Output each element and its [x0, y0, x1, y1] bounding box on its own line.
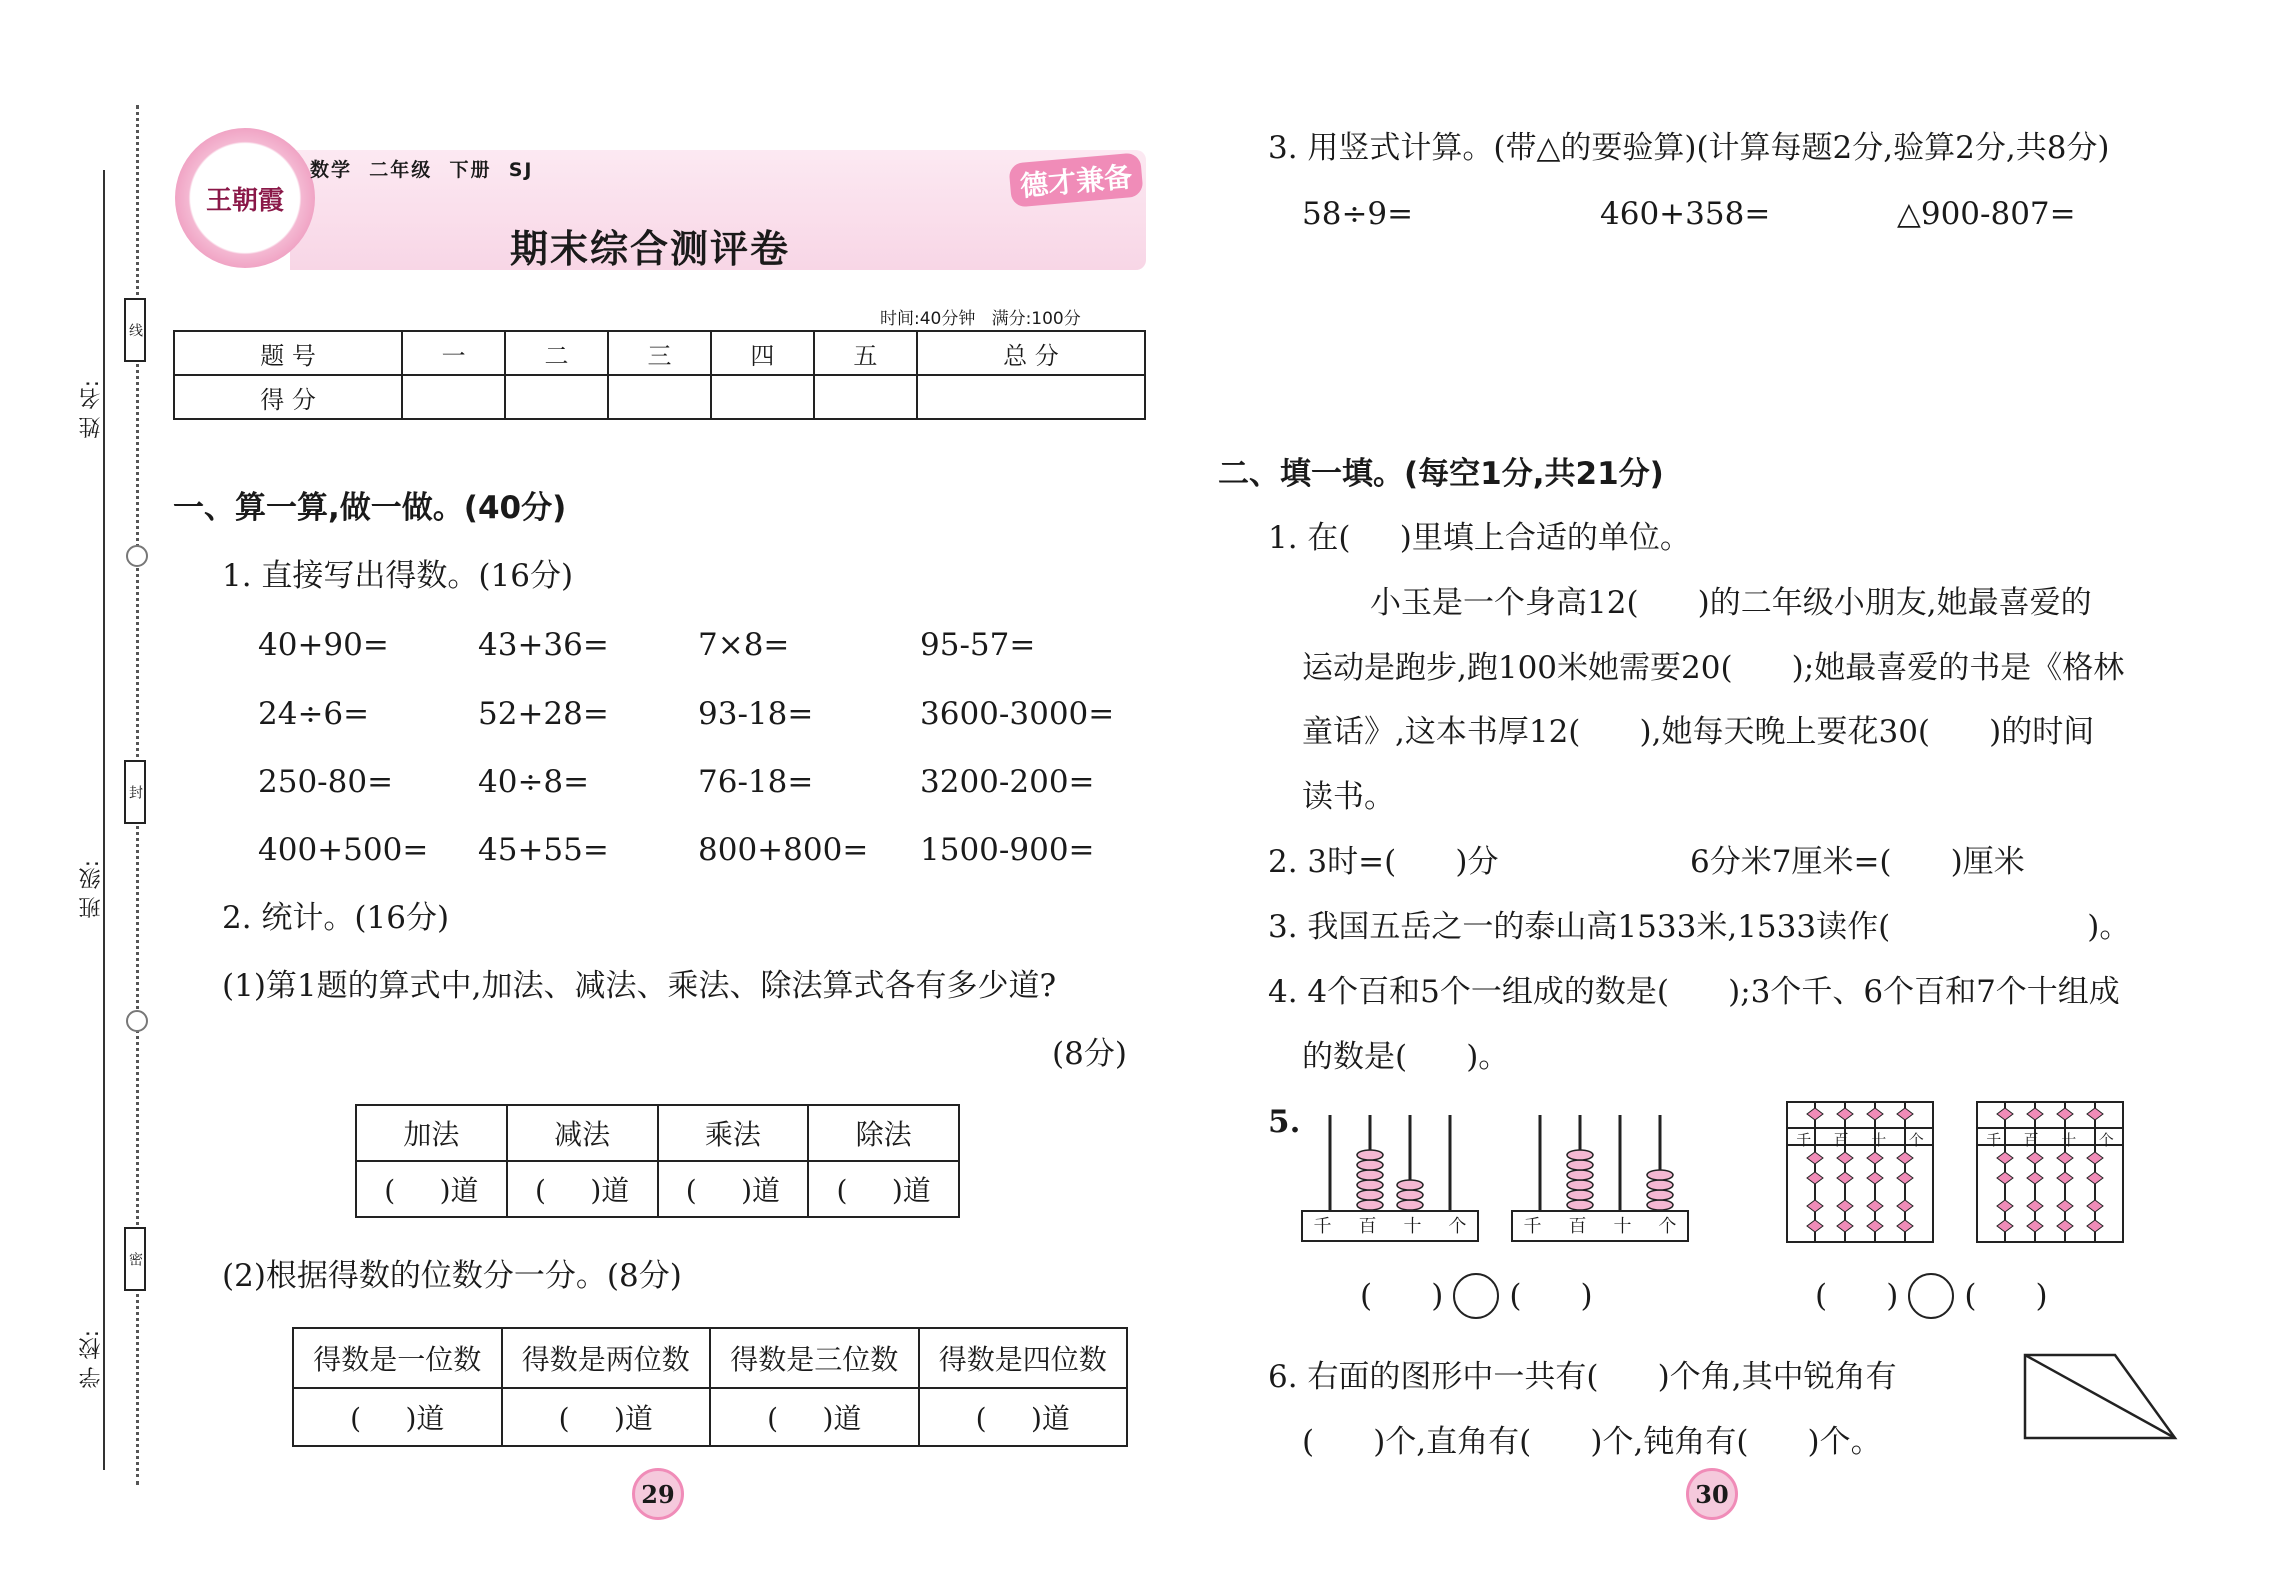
name-label: 姓 名:: [79, 380, 104, 439]
s2-q3: 3. 我国五岳之一的泰山高1533米,1533读作( )。: [1268, 909, 2131, 945]
name-field[interactable]: [100, 170, 108, 370]
time-score: 时间:40分钟 满分:100分: [880, 309, 1081, 329]
compare-blank[interactable]: ( ): [1360, 1278, 1444, 1314]
label-thousands: 千: [1796, 1131, 1812, 1149]
brand-name: 王朝霞: [205, 185, 284, 216]
s2-q1-line-2: 运动是跑步,跑100米她需要20( );她最喜爱的书是《格林: [1302, 650, 2125, 686]
q2-part1-score: (8分): [1052, 1036, 1127, 1072]
q3-item-1: 58÷9=: [1302, 196, 1414, 232]
s2-q5-label: 5.: [1268, 1104, 1301, 1140]
op-count-blank[interactable]: ( )道: [808, 1161, 959, 1217]
arith-2-2: 76-18=: [698, 764, 814, 800]
op-count-blank[interactable]: ( )道: [507, 1161, 658, 1217]
digit-head-3: 得数是三位数: [710, 1328, 919, 1388]
cut-line-label-3: 密: [124, 1227, 146, 1291]
label-thousands: 千: [1986, 1131, 2002, 1149]
digit-head-2: 得数是两位数: [502, 1328, 711, 1388]
arith-3-1: 45+55=: [478, 832, 609, 868]
header-badge: 德才兼备: [1008, 152, 1143, 207]
class-label: 班 级:: [79, 860, 104, 919]
s2-q2-b: 6分米7厘米=( )厘米: [1690, 844, 2025, 880]
arith-1-0: 24÷6=: [258, 696, 370, 732]
op-count-table: [355, 1104, 960, 1218]
cut-line-label-1: 线: [124, 298, 146, 362]
arith-1-1: 52+28=: [478, 696, 609, 732]
arith-1-2: 93-18=: [698, 696, 814, 732]
digit-count-blank[interactable]: ( )道: [293, 1388, 502, 1446]
label-hundreds: 百: [1358, 1216, 1377, 1237]
label-tens: 十: [1403, 1216, 1422, 1237]
s2-q2-a: 2. 3时=( )分: [1268, 844, 1499, 880]
score-head-0: 题 号: [174, 331, 402, 375]
arith-0-0: 40+90=: [258, 627, 389, 663]
label-hundreds: 百: [1833, 1131, 1849, 1149]
arith-3-2: 800+800=: [698, 832, 869, 868]
digit-count-blank[interactable]: ( )道: [919, 1388, 1128, 1446]
compare-blank[interactable]: ( ): [1964, 1278, 2048, 1314]
arith-2-1: 40÷8=: [478, 764, 590, 800]
score-head-6: 总 分: [917, 331, 1145, 375]
op-head-sub: 减法: [507, 1105, 658, 1161]
s2-q1-line-1: 小玉是一个身高12( )的二年级小朋友,她最喜爱的: [1370, 585, 2092, 621]
abacus-1-place-labels: [1300, 1212, 1480, 1238]
cut-line-label-2: 封: [124, 760, 146, 824]
op-head-mul: 乘法: [658, 1105, 809, 1161]
abacus-3: [1785, 1100, 1935, 1245]
score-cell[interactable]: [402, 375, 505, 419]
header-meta: 数学 二年级 下册 SJ: [310, 159, 534, 181]
q3-title: 3. 用竖式计算。(带△的要验算)(计算每题2分,验算2分,共8分): [1268, 130, 2110, 166]
section2-heading: 二、填一填。(每空1分,共21分): [1218, 456, 1664, 492]
abacus-2-place-labels: [1510, 1212, 1690, 1238]
s2-q6-line-2: ( )个,直角有( )个,钝角有( )个。: [1302, 1424, 1882, 1460]
score-head-5: 五: [814, 331, 917, 375]
op-head-add: 加法: [356, 1105, 507, 1161]
arith-0-1: 43+36=: [478, 627, 609, 663]
page-number-left: 29: [632, 1468, 684, 1520]
label-tens: 十: [2061, 1131, 2077, 1149]
arith-2-3: 3200-200=: [920, 764, 1095, 800]
score-cell[interactable]: [608, 375, 711, 419]
compare-blank[interactable]: ( ): [1509, 1278, 1593, 1314]
arith-3-3: 1500-900=: [920, 832, 1095, 868]
score-row-label: 得 分: [174, 375, 402, 419]
arith-2-0: 250-80=: [258, 764, 394, 800]
s2-q1-line-4: 读书。: [1302, 779, 1395, 815]
s2-q6-line-1: 6. 右面的图形中一共有( )个角,其中锐角有: [1268, 1359, 1897, 1395]
digit-head-1: 得数是一位数: [293, 1328, 502, 1388]
digit-head-4: 得数是四位数: [919, 1328, 1128, 1388]
compare-row-1: [1360, 1273, 1593, 1319]
angle-figure: [2020, 1350, 2180, 1450]
section1-heading: 一、算一算,做一做。(40分): [173, 490, 567, 526]
score-head-2: 二: [505, 331, 608, 375]
s2-q1-line-3: 童话》,这本书厚12( ),她每天晚上要花30( )的时间: [1302, 714, 2095, 750]
label-tens: 十: [1613, 1216, 1632, 1237]
score-head-4: 四: [711, 331, 814, 375]
label-ones: 个: [2098, 1131, 2114, 1149]
arith-0-3: 95-57=: [920, 627, 1036, 663]
score-cell[interactable]: [711, 375, 814, 419]
label-ones: 个: [1908, 1131, 1924, 1149]
compare-row-2: [1815, 1273, 2048, 1319]
digit-count-blank[interactable]: ( )道: [710, 1388, 919, 1446]
q3-work-area[interactable]: [1268, 250, 2188, 440]
q3-item-3: △900-807=: [1897, 196, 2076, 232]
s2-q4-line-2: 的数是( )。: [1302, 1039, 1510, 1075]
score-head-1: 一: [402, 331, 505, 375]
abacus-3-place-labels: [1785, 1129, 1935, 1150]
op-count-blank[interactable]: ( )道: [356, 1161, 507, 1217]
arith-3-0: 400+500=: [258, 832, 429, 868]
op-count-blank[interactable]: ( )道: [658, 1161, 809, 1217]
label-hundreds: 百: [1568, 1216, 1587, 1237]
q3-item-2: 460+358=: [1600, 196, 1771, 232]
label-tens: 十: [1871, 1131, 1887, 1149]
abacus-4: [1975, 1100, 2125, 1245]
q2-part2: (2)根据得数的位数分一分。(8分): [222, 1258, 682, 1294]
page-title: 期末综合测评卷: [510, 227, 791, 271]
compare-blank[interactable]: ( ): [1815, 1278, 1899, 1314]
score-cell[interactable]: [917, 375, 1145, 419]
abacus-4-place-labels: [1975, 1129, 2125, 1150]
brand-logo: [175, 128, 315, 268]
school-label: 学 校:: [79, 1330, 104, 1389]
label-hundreds: 百: [2023, 1131, 2039, 1149]
label-thousands: 千: [1313, 1216, 1332, 1237]
q2-part1: (1)第1题的算式中,加法、减法、乘法、除法算式各有多少道?: [222, 968, 1057, 1004]
digit-count-blank[interactable]: ( )道: [502, 1388, 711, 1446]
q2-title: 2. 统计。(16分): [222, 900, 450, 936]
binding-ring-2: [126, 1010, 148, 1032]
score-head-3: 三: [608, 331, 711, 375]
s2-q1-title: 1. 在( )里填上合适的单位。: [1268, 520, 1691, 556]
binding-ring-1: [126, 545, 148, 567]
arith-0-2: 7×8=: [698, 627, 790, 663]
compare-circle[interactable]: [1453, 1273, 1499, 1319]
s2-q4-line-1: 4. 4个百和5个一组成的数是( );3个千、6个百和7个十组成: [1268, 974, 2120, 1010]
score-cell[interactable]: [505, 375, 608, 419]
page-number-right: 30: [1686, 1468, 1738, 1520]
compare-circle[interactable]: [1908, 1273, 1954, 1319]
arith-1-3: 3600-3000=: [920, 696, 1115, 732]
digit-count-table: [292, 1327, 1128, 1447]
label-thousands: 千: [1523, 1216, 1542, 1237]
q1-title: 1. 直接写出得数。(16分): [222, 558, 574, 594]
score-table: [173, 330, 1146, 420]
op-head-div: 除法: [808, 1105, 959, 1161]
label-ones: 个: [1658, 1216, 1677, 1237]
score-cell[interactable]: [814, 375, 917, 419]
label-ones: 个: [1448, 1216, 1467, 1237]
